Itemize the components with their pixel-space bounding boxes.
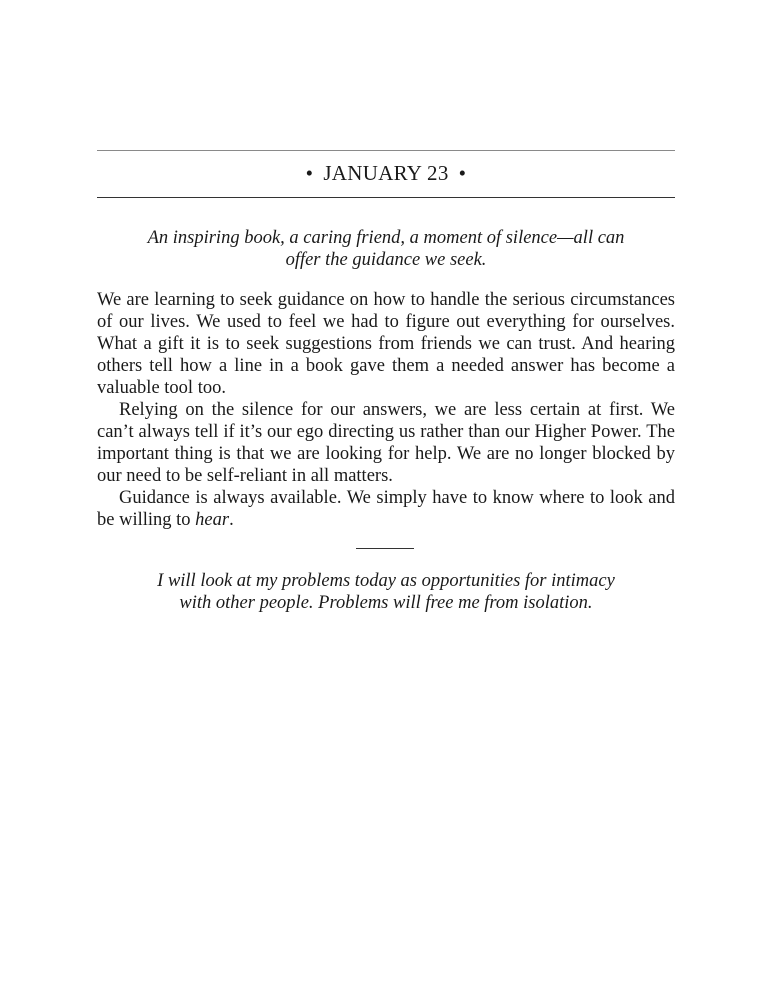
date-title: JANUARY 23 [323,161,449,185]
body-paragraph-3-emphasis: hear [195,510,230,530]
affirmation-line-1: I will look at my problems today as opportunities for intimacy [157,571,615,591]
bullet-right: • [458,161,467,185]
meditation-body [97,289,675,531]
epigraph-quote [127,227,645,271]
daily-affirmation [127,570,645,614]
epigraph-line-2: offer the guidance we seek. [285,250,487,270]
bullet-left: • [305,161,314,185]
bottom-rule [97,197,675,198]
epigraph-line-1: An inspiring book, a caring friend, a moment of silence—all can [147,228,625,248]
book-page [97,0,675,1000]
section-separator [356,548,414,549]
body-paragraph-3-end: . [229,510,234,530]
body-paragraph-1: We are learning to seek guidance on how to handle the serious circumstances of our lives. We used to feel we had to figure out everything for ourselves. What a gift it is to seek suggestions from friends we can trust. And hearing others tell how a line in a book gave them a needed answer has become a valuable tool too. [97,290,675,398]
body-paragraph-2: Relying on the silence for our answers, we are less certain at first. We can’t always tell if it’s our ego directing us rather than our Higher Power. The important thing is that we are looking for help. We are no longer blocked by our need to be self-reliant in all matters. [97,400,675,486]
body-paragraph-3-text: Guidance is always available. We simply have to know where to look and be willing to [97,488,675,530]
date-heading [97,159,675,187]
affirmation-line-2: with other people. Problems will free me from isolation. [179,593,593,613]
body-paragraph-3 [97,487,675,531]
top-rule [97,150,675,151]
